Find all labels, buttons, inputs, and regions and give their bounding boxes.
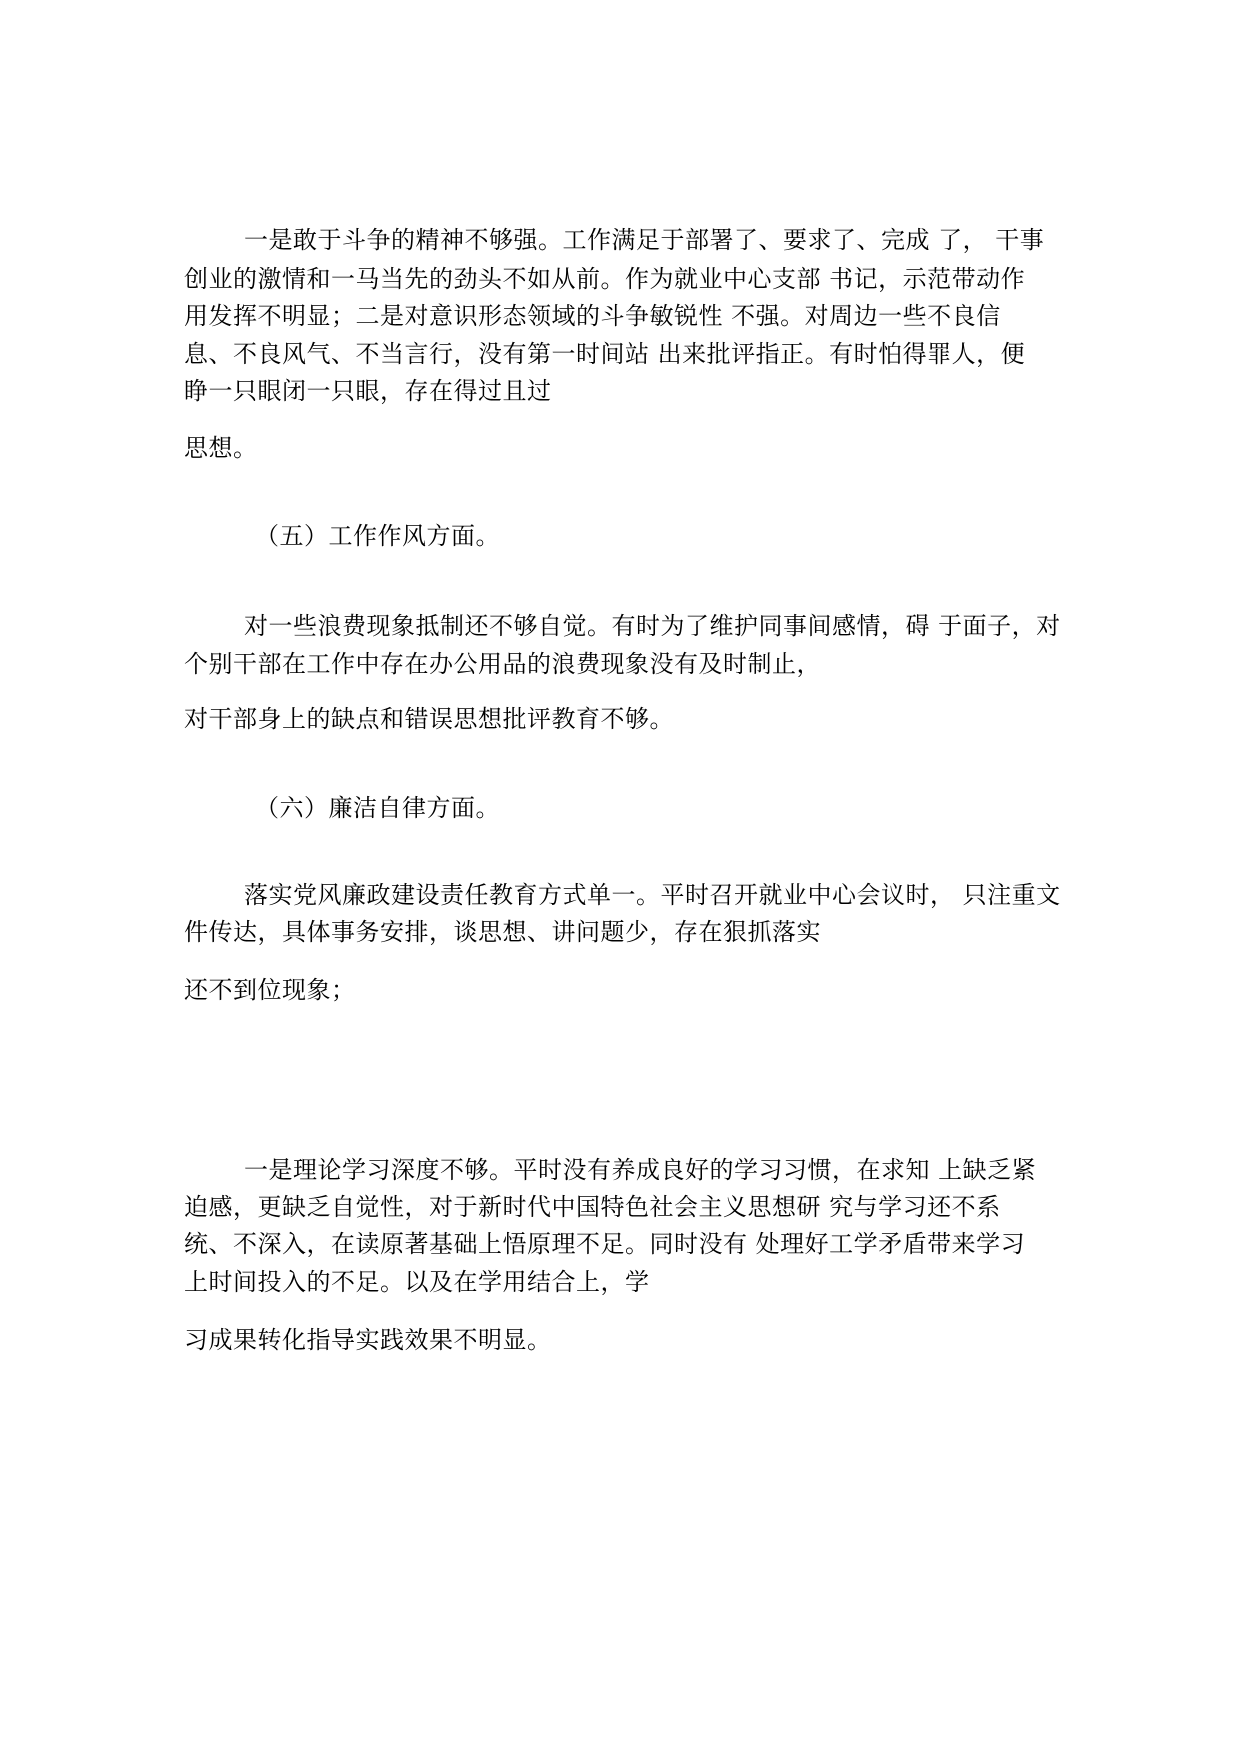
section-heading-integrity: （六）廉洁自律方面。 bbox=[255, 794, 500, 822]
paragraph-2-line-2: 个别干部在工作中存在办公用品的浪费现象没有及时制止， bbox=[184, 650, 821, 678]
paragraph-1-line-3: 用发挥不明显；二是对意识形态领域的斗争敏锐性 不强。对周边一些不良信 bbox=[184, 302, 1001, 330]
paragraph-4-line-1: 一是理论学习深度不够。平时没有养成良好的学习习惯，在求知 上缺乏紧 bbox=[244, 1156, 1037, 1184]
section-heading-work-style: （五）工作作风方面。 bbox=[255, 522, 500, 550]
paragraph-3-line-1: 落实党风廉政建设责任教育方式单一。平时召开就业中心会议时， 只注重文 bbox=[244, 881, 1061, 909]
paragraph-1-line-2: 创业的激情和一马当先的劲头不如从前。作为就业中心支部 书记，示范带动作 bbox=[184, 265, 1026, 293]
paragraph-3-tail: 还不到位现象； bbox=[184, 976, 356, 1004]
paragraph-4-tail: 习成果转化指导实践效果不明显。 bbox=[184, 1326, 552, 1354]
paragraph-1-line-5: 睁一只眼闭一只眼，存在得过且过 bbox=[184, 377, 552, 405]
paragraph-2-tail: 对干部身上的缺点和错误思想批评教育不够。 bbox=[184, 705, 674, 733]
paragraph-1-line-1: 一是敢于斗争的精神不够强。工作满足于部署了、要求了、完成 了， 干事 bbox=[244, 226, 1045, 254]
paragraph-4-line-3: 统、不深入，在读原著基础上悟原理不足。同时没有 处理好工学矛盾带来学习 bbox=[184, 1230, 1026, 1258]
paragraph-3-line-2: 件传达，具体事务安排，谈思想、讲问题少，存在狠抓落实 bbox=[184, 918, 821, 946]
paragraph-1-line-4: 息、不良风气、不当言行，没有第一时间站 出来批评指正。有时怕得罪人，便 bbox=[184, 340, 1026, 368]
paragraph-2-line-1: 对一些浪费现象抵制还不够自觉。有时为了维护同事间感情，碍 于面子，对 bbox=[244, 612, 1061, 640]
paragraph-1-tail: 思想。 bbox=[184, 434, 258, 462]
paragraph-4-line-2: 迫感，更缺乏自觉性，对于新时代中国特色社会主义思想研 究与学习还不系 bbox=[184, 1193, 1001, 1221]
paragraph-4-line-4: 上时间投入的不足。以及在学用结合上，学 bbox=[184, 1268, 650, 1296]
